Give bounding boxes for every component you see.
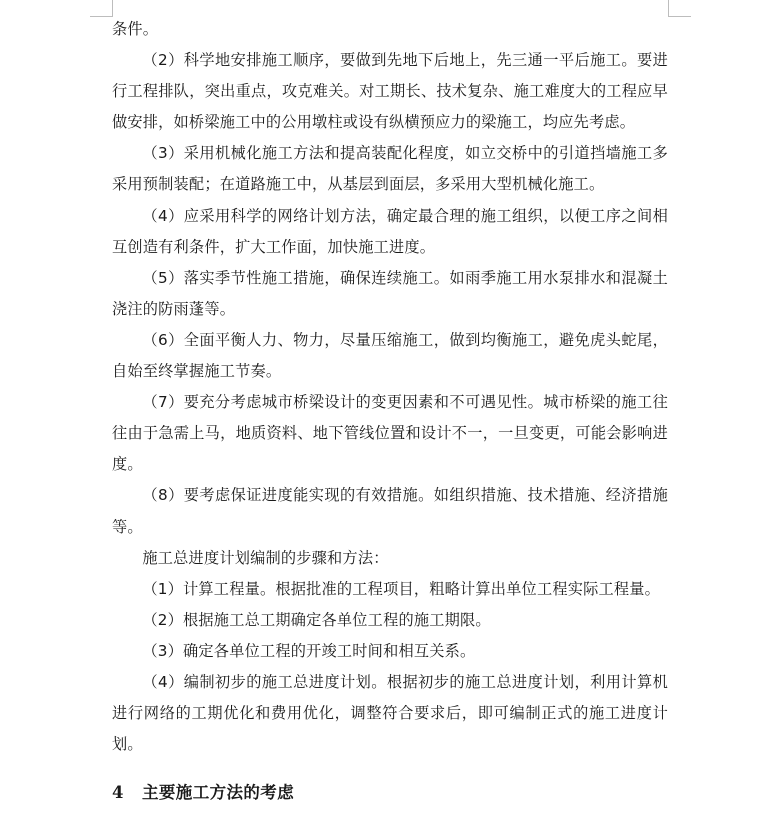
section-heading — [112, 777, 668, 808]
paragraph-continuation: 条件。 — [112, 20, 159, 38]
section-heading-title: 主要施工方法的考虑 — [142, 783, 295, 803]
paragraph-item-3: （3）采用机械化施工方法和提高装配化程度，如立交桥中的引道挡墙施工多采用预制装配；在道路施工中，从基层到面层，多采用大型机械化施工。 — [112, 144, 668, 194]
paragraph-item-2: （2）科学地安排施工顺序，要做到先地下后地上，先三通一平后施工。要进行工程排队，突出重点，攻克难关。对工期长、技术复杂、施工难度大的工程应早做安排，如桥梁施工中的公用墩柱或设有纵横预应力的梁施工，均应先考虑。 — [112, 51, 668, 132]
section-heading-number: 4 — [112, 783, 124, 803]
paragraph-steps-intro: 施工总进度计划编制的步骤和方法： — [142, 548, 389, 567]
page-corner-mark-right — [668, 0, 691, 17]
paragraph-step-3: （3）确定各单位工程的开竣工时间和相互关系。 — [142, 641, 476, 660]
paragraph-item-7: （7）要充分考虑城市桥梁设计的变更因素和不可遇见性。城市桥梁的施工往往由于急需上马，地质资料、地下管线位置和设计不一，一旦变更，可能会影响进度。 — [112, 393, 668, 474]
paragraph-item-4: （4）应采用科学的网络计划方法，确定最合理的施工组织，以便工序之间相互创造有利条件，扩大工作面，加快施工进度。 — [112, 206, 668, 256]
page-corner-mark-left — [90, 0, 113, 17]
paragraph-step-4: （4）编制初步的施工总进度计划。根据初步的施工总进度计划，利用计算机进行网络的工期优化和费用优化，调整符合要求后，即可编制正式的施工进度计划。 — [112, 672, 668, 754]
paragraph-step-2: （2）根据施工总工期确定各单位工程的施工期限。 — [142, 610, 491, 629]
paragraph-item-6: （6）全面平衡人力、物力，尽量压缩施工，做到均衡施工，避免虎头蛇尾，自始至终掌握施工节奏。 — [112, 330, 668, 381]
paragraph-item-8: （8）要考虑保证进度能实现的有效措施。如组织措施、技术措施、经济措施等。 — [112, 486, 668, 536]
paragraph-item-5: （5）落实季节性施工措施，确保连续施工。如雨季施工用水泵排水和混凝土浇注的防雨蓬等。 — [112, 268, 668, 318]
paragraph-step-1: （1）计算工程量。根据批准的工程项目，粗略计算出单位工程实际工程量。 — [142, 579, 661, 598]
document-page — [112, 14, 668, 808]
